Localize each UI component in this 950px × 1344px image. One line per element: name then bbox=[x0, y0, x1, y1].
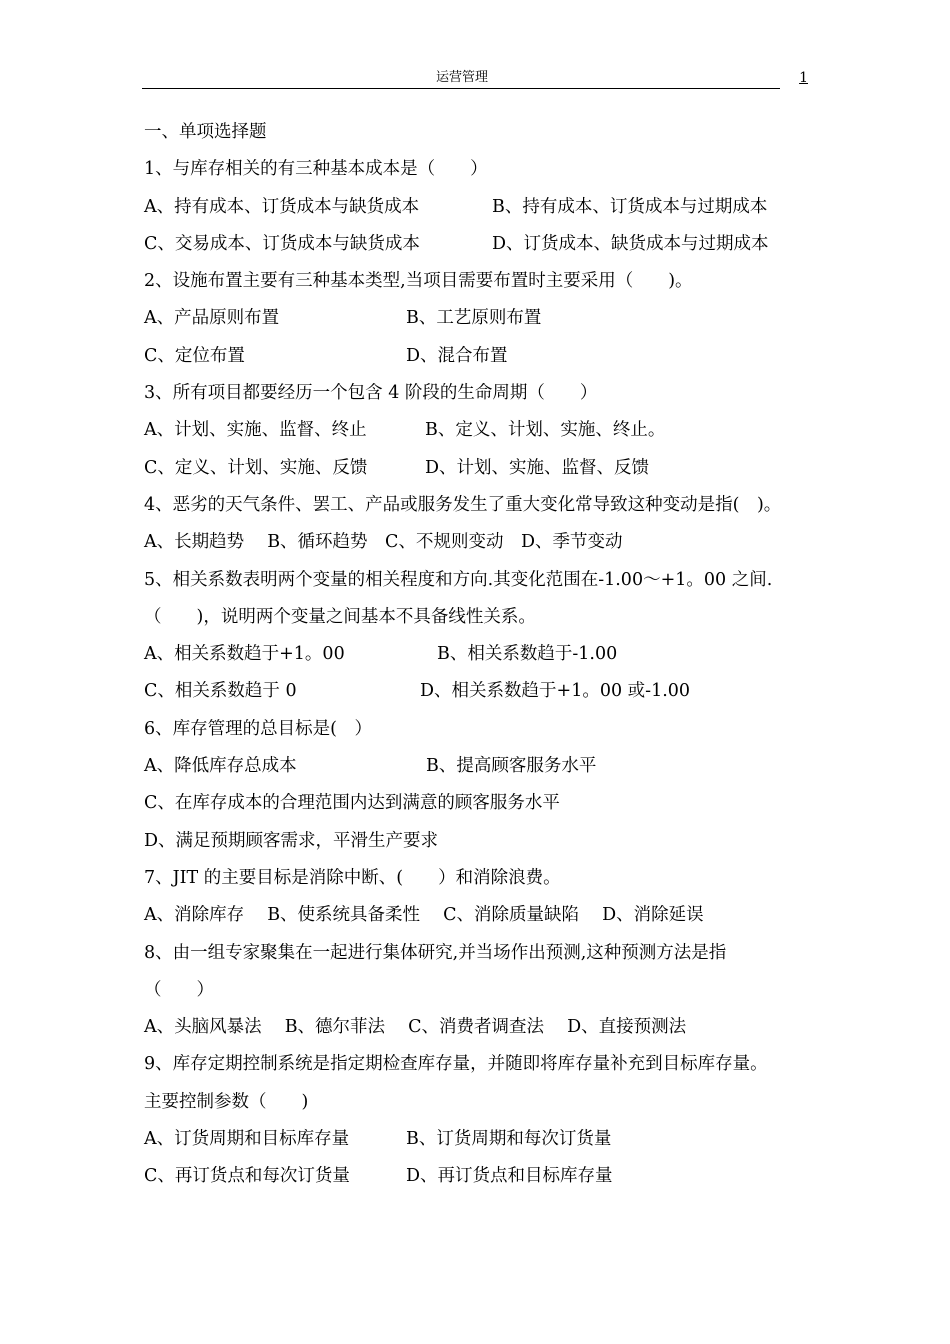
option-a: A、相关系数趋于+1。00 bbox=[144, 644, 345, 665]
line-text: 3、所有项目都要经历一个包含 4 阶段的生命周期（ ） bbox=[144, 383, 598, 404]
option-b: B、相关系数趋于-1.00 bbox=[437, 644, 618, 665]
line-text: （ ） bbox=[144, 979, 214, 1000]
option-a: A、订货周期和目标库存量 bbox=[144, 1129, 350, 1150]
page-number: 1 bbox=[799, 70, 808, 86]
option-c: C、定义、计划、实施、反馈 bbox=[144, 457, 368, 478]
question-1 bbox=[144, 155, 816, 192]
options-inline: A、长期趋势 B、循环趋势 C、不规则变动 D、季节变动 bbox=[144, 532, 623, 553]
line-text: 6、库存管理的总目标是( ） bbox=[144, 718, 372, 739]
option-row bbox=[144, 677, 816, 714]
option-c: C、再订货点和每次订货量 bbox=[144, 1166, 350, 1187]
options-inline: A、头脑风暴法 B、德尔菲法 C、消费者调查法 D、直接预测法 bbox=[144, 1017, 687, 1038]
line-text: 7、JIT 的主要目标是消除中断、( ）和消除浪费。 bbox=[144, 867, 561, 888]
option-d: D、再订货点和目标库存量 bbox=[406, 1166, 613, 1187]
option-row bbox=[144, 901, 816, 938]
line-text: 9、库存定期控制系统是指定期检查库存量，并随即将库存量补充到目标库存量。 bbox=[144, 1054, 768, 1075]
line-text: 2、设施布置主要有三种基本类型,当项目需要布置时主要采用（ )。 bbox=[144, 271, 693, 292]
line-text: 主要控制参数（ ) bbox=[144, 1091, 309, 1112]
header-divider bbox=[142, 88, 780, 89]
question-8 bbox=[144, 939, 816, 976]
option-row bbox=[144, 230, 816, 267]
line-text: 5、相关系数表明两个变量的相关程度和方向.其变化范围在-1.00～+1。00 之间. bbox=[144, 569, 773, 590]
option-row bbox=[144, 193, 816, 230]
option-row bbox=[144, 827, 816, 864]
option-row bbox=[144, 789, 816, 826]
line-text: 一、单项选择题 bbox=[144, 122, 267, 142]
question-5-continued bbox=[144, 603, 816, 640]
section-heading bbox=[144, 118, 816, 155]
option-c: C、交易成本、订货成本与缺货成本 bbox=[144, 233, 420, 254]
question-3 bbox=[144, 379, 816, 416]
document-body bbox=[144, 118, 816, 1200]
option-row bbox=[144, 528, 816, 565]
option-d: D、计划、实施、监督、反馈 bbox=[425, 457, 650, 478]
option-row bbox=[144, 304, 816, 341]
option-row bbox=[144, 416, 816, 453]
option-row bbox=[144, 454, 816, 491]
option-a: A、持有成本、订货成本与缺货成本 bbox=[144, 196, 420, 217]
option-row bbox=[144, 1162, 816, 1199]
option-row bbox=[144, 640, 816, 677]
question-5 bbox=[144, 566, 816, 603]
option-d: D、满足预期顾客需求，平滑生产要求 bbox=[144, 830, 439, 851]
option-d: D、相关系数趋于+1。00 或-1.00 bbox=[420, 681, 691, 702]
option-b: B、提高顾客服务水平 bbox=[426, 756, 597, 777]
question-9 bbox=[144, 1050, 816, 1087]
question-2 bbox=[144, 267, 816, 304]
header-title: 运营管理 bbox=[435, 70, 488, 85]
line-text: 8、由一组专家聚集在一起进行集体研究,并当场作出预测,这种预测方法是指 bbox=[144, 942, 727, 963]
line-text: （ )，说明两个变量之间基本不具备线性关系。 bbox=[144, 606, 536, 627]
option-b: B、工艺原则布置 bbox=[406, 308, 542, 329]
options-inline: A、消除库存 B、使系统具备柔性 C、消除质量缺陷 D、消除延误 bbox=[144, 905, 704, 926]
option-a: A、计划、实施、监督、终止 bbox=[144, 420, 367, 441]
option-c: C、定位布置 bbox=[144, 345, 245, 366]
option-d: D、混合布置 bbox=[406, 345, 508, 366]
line-text: 4、恶劣的天气条件、罢工、产品或服务发生了重大变化常导致这种变动是指( )。 bbox=[144, 494, 782, 515]
question-6 bbox=[144, 715, 816, 752]
option-b: B、定义、计划、实施、终止。 bbox=[425, 420, 666, 441]
question-8-continued bbox=[144, 976, 816, 1013]
option-a: A、降低库存总成本 bbox=[144, 756, 297, 777]
option-c: C、在库存成本的合理范围内达到满意的顾客服务水平 bbox=[144, 793, 560, 814]
question-9-continued bbox=[144, 1088, 816, 1125]
option-b: B、订货周期和每次订货量 bbox=[406, 1129, 612, 1150]
option-c: C、相关系数趋于 0 bbox=[144, 681, 297, 702]
option-d: D、订货成本、缺货成本与过期成本 bbox=[492, 233, 769, 254]
line-text: 1、与库存相关的有三种基本成本是（ ） bbox=[144, 159, 488, 180]
option-a: A、产品原则布置 bbox=[144, 308, 280, 329]
option-row bbox=[144, 342, 816, 379]
question-7 bbox=[144, 864, 816, 901]
option-row bbox=[144, 752, 816, 789]
page-header bbox=[142, 68, 808, 90]
option-row bbox=[144, 1013, 816, 1050]
question-4 bbox=[144, 491, 816, 528]
option-row bbox=[144, 1125, 816, 1162]
option-b: B、持有成本、订货成本与过期成本 bbox=[492, 196, 768, 217]
